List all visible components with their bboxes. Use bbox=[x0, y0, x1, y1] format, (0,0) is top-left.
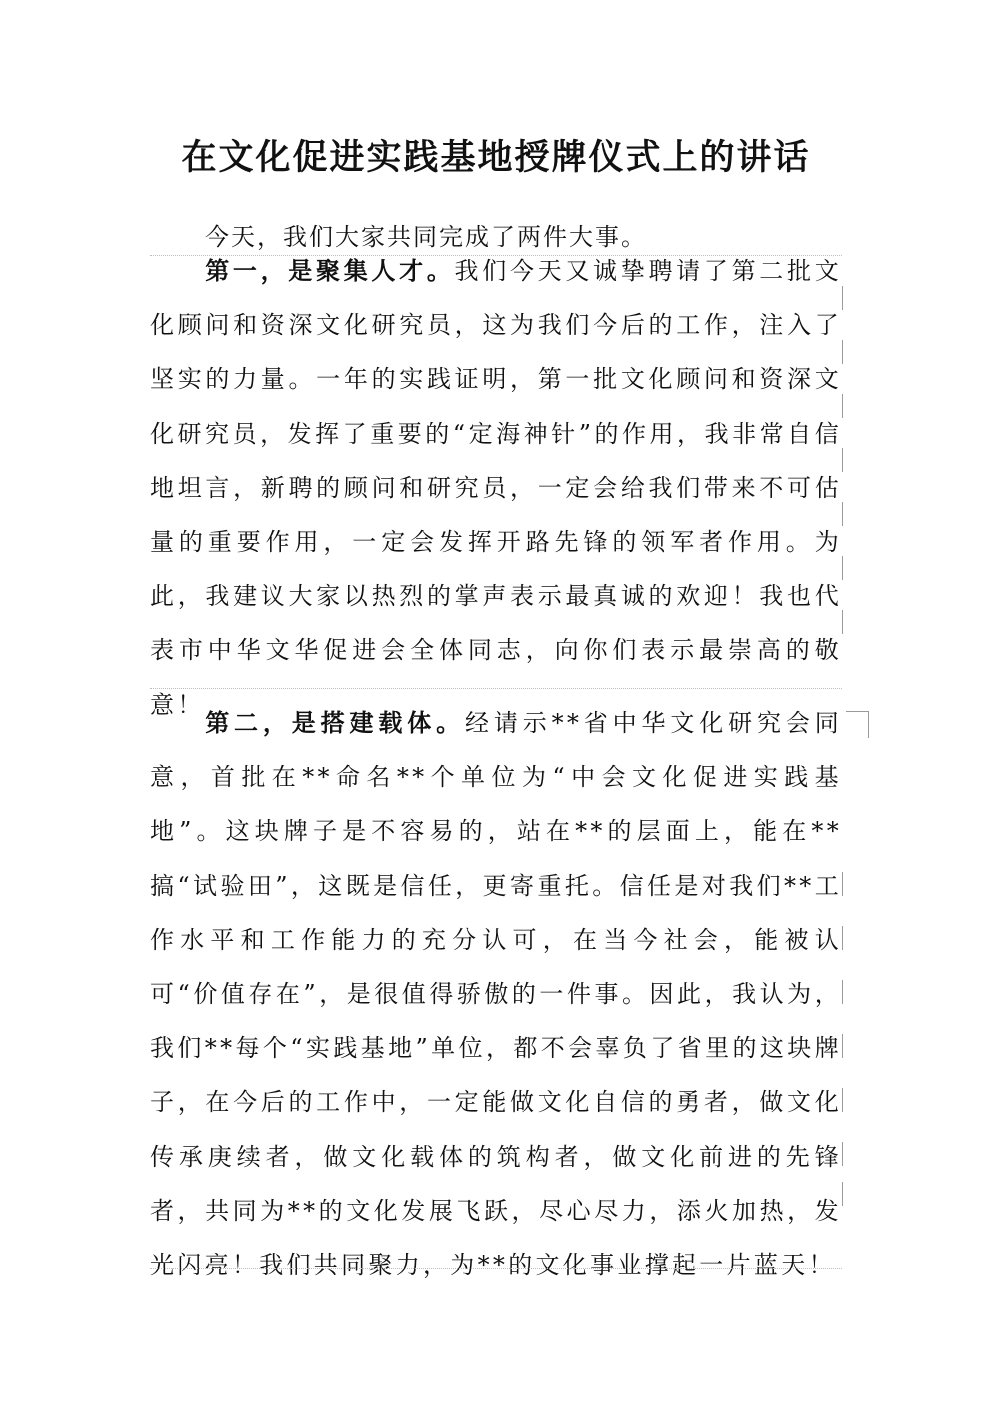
line-end-marker bbox=[842, 1182, 843, 1206]
line-end-marker bbox=[842, 980, 843, 1004]
line-end-marker bbox=[842, 1034, 843, 1058]
paragraph-body-1: 我们今天又诚挚聘请了第二批文化顾问和资深文化研究员，这为我们今后的工作，注入了坚实的力量。一年的实践证明，第一批文化顾问和资深文化研究员，发挥了重要的“定海神针”的作用，我非常自信地坦言，新聘的顾问和研究员，一定会给我们带来不可估量的重要作用，一定会发挥开路先锋的领军者作用。为此，我建议大家以热烈的掌声表示最真诚的欢迎！我也代表市中华文华促进会全体同志，向你们表示最崇高的敬意！ bbox=[150, 257, 842, 719]
line-end-marker bbox=[842, 610, 843, 634]
divider-line bbox=[150, 688, 842, 689]
line-end-marker bbox=[842, 1142, 843, 1166]
line-end-marker bbox=[842, 1088, 843, 1112]
body-paragraph-1 bbox=[150, 244, 842, 732]
line-end-marker bbox=[842, 872, 843, 896]
divider-line bbox=[150, 1268, 842, 1269]
line-end-marker bbox=[842, 394, 843, 418]
line-end-marker bbox=[842, 340, 843, 364]
corner-marker bbox=[846, 711, 869, 738]
line-end-marker bbox=[842, 502, 843, 526]
body-paragraph-2 bbox=[150, 696, 842, 1292]
document-title: 在文化促进实践基地授牌仪式上的讲话 bbox=[181, 137, 811, 178]
line-end-marker bbox=[842, 556, 843, 580]
line-end-marker bbox=[842, 926, 843, 950]
paragraph-lead-2: 第二，是搭建载体。 bbox=[205, 708, 465, 737]
line-end-marker bbox=[842, 286, 843, 310]
paragraph-body-2: 经请示**省中华文化研究会同意，首批在**命名**个单位为“中会文化促进实践基地”。这块牌子是不容易的，站在**的层面上，能在**搞“试验田”，这既是信任，更寄重托。信任是对我们**工作水平和工作能力的充分认可，在当今社会，能被认可“价值存在”，是很值得骄傲的一件事。因此，我认为，我们**每个“实践基地”单位，都不会辜负了省里的这块牌子，在今后的工作中，一定能做文化自信的勇者，做文化传承庚续者，做文化载体的筑构者，做文化前进的先锋者，共同为**的文化发展飞跃，尽心尽力，添火加热，发光闪亮！我们共同聚力，为**的文化事业撑起一片蓝天！ bbox=[150, 709, 843, 1280]
paragraph-lead-1: 第一，是聚集人才。 bbox=[205, 256, 455, 285]
intro-paragraph: 今天，我们大家共同完成了两件大事。 bbox=[205, 223, 647, 251]
line-end-marker bbox=[842, 448, 843, 472]
